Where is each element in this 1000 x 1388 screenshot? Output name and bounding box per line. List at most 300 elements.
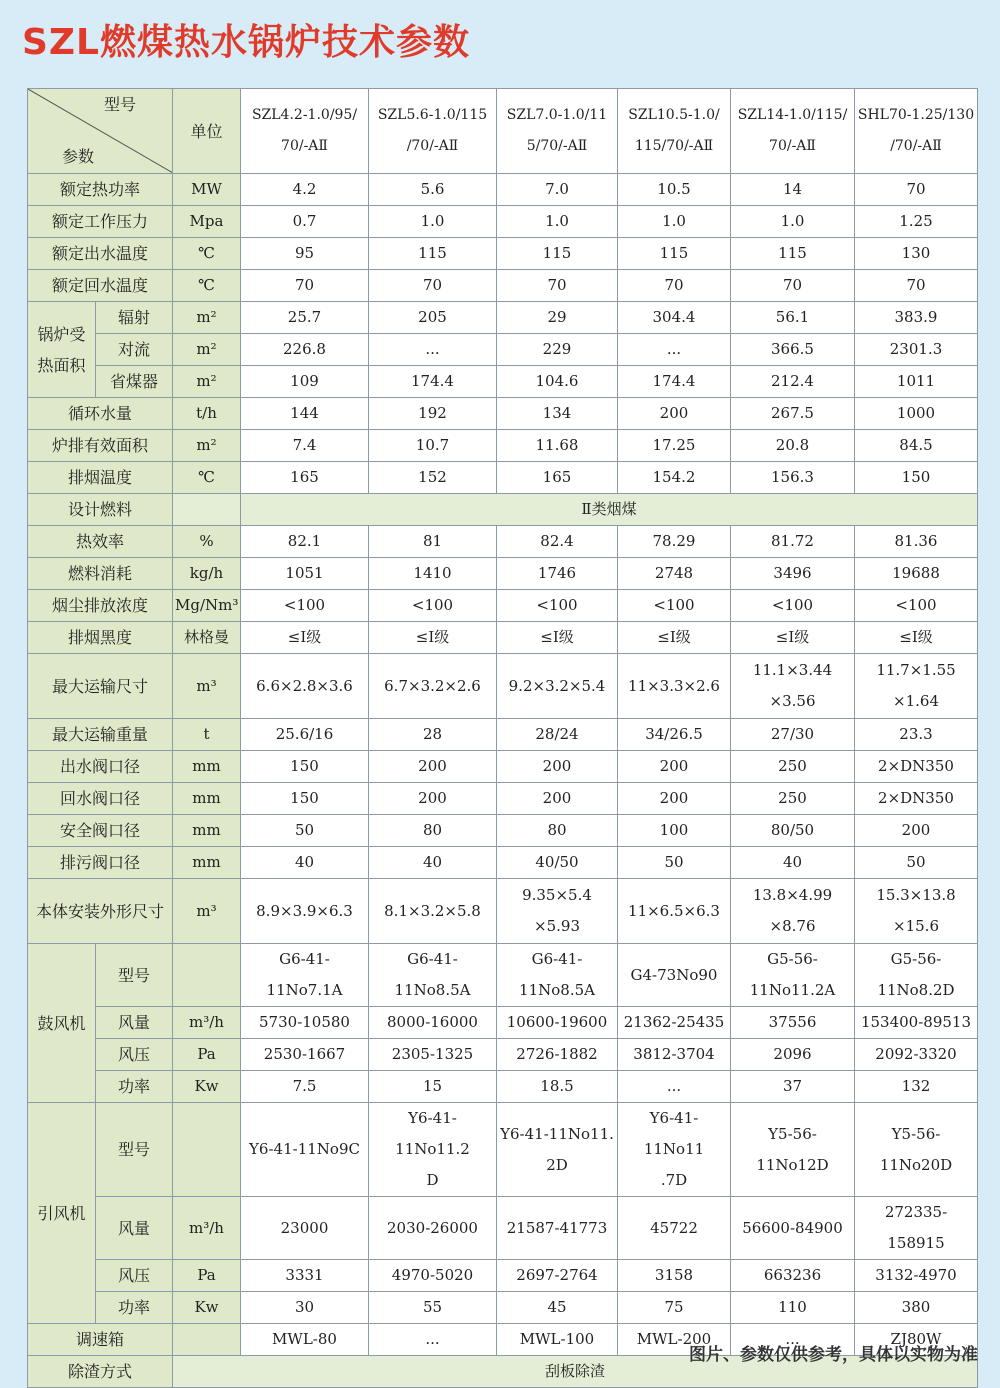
- value-cell: [618, 654, 731, 719]
- table-row: [28, 719, 978, 751]
- value-cell: 2697-2764: [497, 1260, 618, 1292]
- value-cell: 115: [618, 238, 731, 270]
- value-cell: ≤Ⅰ级: [855, 622, 978, 654]
- value-cell: 200: [618, 398, 731, 430]
- value-cell: 3496: [731, 558, 855, 590]
- unit-cell: m³: [173, 654, 241, 719]
- value-cell: G4-73No90: [618, 944, 731, 1007]
- value-cell: 1.0: [497, 206, 618, 238]
- value-cell: [241, 1103, 369, 1197]
- value-cell: 70: [618, 270, 731, 302]
- cell-line: Y5-56-11No20D: [879, 1124, 953, 1174]
- param-label: 热效率: [28, 526, 173, 558]
- unit-cell: Pa: [173, 1039, 241, 1071]
- cell-line: ×3.56: [769, 692, 816, 710]
- corner-header: [28, 89, 173, 174]
- value-cell: 25.6/16: [241, 719, 369, 751]
- value-cell: <100: [369, 590, 497, 622]
- cell-line: SHL70-1.25/130: [857, 107, 975, 123]
- table-row: [28, 398, 978, 430]
- param-label: 设计燃料: [28, 494, 173, 526]
- table-row: [28, 1071, 978, 1103]
- table-row: [28, 751, 978, 783]
- unit-cell: m²: [173, 302, 241, 334]
- cell-line: /70/-AⅡ: [890, 138, 942, 154]
- param-label: 烟尘排放浓度: [28, 590, 173, 622]
- cell-line: 70/-AⅡ: [769, 138, 816, 154]
- cell-line: 15.3×13.8: [876, 886, 956, 904]
- unit-cell: %: [173, 526, 241, 558]
- cell-line: 9.35×5.4: [522, 886, 592, 904]
- table-row: [28, 494, 978, 526]
- unit-cell: t/h: [173, 398, 241, 430]
- value-cell: [731, 1103, 855, 1197]
- value-cell: 40: [241, 847, 369, 879]
- value-cell: ≤Ⅰ级: [369, 622, 497, 654]
- value-cell: 11.68: [497, 430, 618, 462]
- unit-cell: mm: [173, 815, 241, 847]
- value-cell: 1.0: [731, 206, 855, 238]
- value-cell: MWL-80: [241, 1324, 369, 1356]
- value-cell: [241, 879, 369, 944]
- value-cell: <100: [731, 590, 855, 622]
- param-label: 排烟温度: [28, 462, 173, 494]
- table-row: [28, 1007, 978, 1039]
- value-cell: 81.36: [855, 526, 978, 558]
- value-cell: 3158: [618, 1260, 731, 1292]
- unit-cell: m²: [173, 366, 241, 398]
- param-label: 燃料消耗: [28, 558, 173, 590]
- value-cell: 7.4: [241, 430, 369, 462]
- group-label: 锅炉受热面积: [28, 302, 96, 398]
- value-cell: 80/50: [731, 815, 855, 847]
- table-row: [28, 462, 978, 494]
- value-cell: 8000-16000: [369, 1007, 497, 1039]
- value-cell: 50: [618, 847, 731, 879]
- param-label: 型号: [96, 1103, 173, 1197]
- value-cell: 17.25: [618, 430, 731, 462]
- value-cell: 14: [731, 174, 855, 206]
- param-label: 调速箱: [28, 1324, 173, 1356]
- value-cell: 40: [369, 847, 497, 879]
- table-row: [28, 783, 978, 815]
- value-cell: 205: [369, 302, 497, 334]
- table-row: [28, 944, 978, 1007]
- value-cell: 30: [241, 1292, 369, 1324]
- value-cell: 25.7: [241, 302, 369, 334]
- table-row: [28, 334, 978, 366]
- value-cell: 81.72: [731, 526, 855, 558]
- value-cell: 50: [241, 815, 369, 847]
- model-header: [855, 89, 978, 174]
- value-cell: 134: [497, 398, 618, 430]
- value-cell: G6-41-11No7.1A: [241, 944, 369, 1007]
- value-cell: 50: [855, 847, 978, 879]
- value-cell: 2030-26000: [369, 1197, 497, 1260]
- cell-line: 8.1×3.2×5.8: [384, 901, 481, 920]
- value-cell: 383.9: [855, 302, 978, 334]
- value-cell: 272335-158915: [855, 1197, 978, 1260]
- unit-cell: mm: [173, 751, 241, 783]
- unit-cell: ℃: [173, 462, 241, 494]
- value-cell: 2×DN350: [855, 783, 978, 815]
- value-cell: 45: [497, 1292, 618, 1324]
- table-row: [28, 526, 978, 558]
- value-cell: 81: [369, 526, 497, 558]
- value-cell: 29: [497, 302, 618, 334]
- value-cell: 104.6: [497, 366, 618, 398]
- model-header: [369, 89, 497, 174]
- table-row: [28, 847, 978, 879]
- param-label: 辐射: [96, 302, 173, 334]
- unit-cell: Kw: [173, 1292, 241, 1324]
- value-cell: 70: [241, 270, 369, 302]
- value-cell: 56.1: [731, 302, 855, 334]
- unit-cell: Pa: [173, 1260, 241, 1292]
- unit-cell: [173, 1103, 241, 1197]
- value-cell: 1746: [497, 558, 618, 590]
- value-cell: 200: [369, 751, 497, 783]
- value-cell: 1.0: [618, 206, 731, 238]
- value-cell: ...: [618, 1071, 731, 1103]
- param-label: 型号: [96, 944, 173, 1007]
- value-cell: ...: [369, 1324, 497, 1356]
- value-cell: 56600-84900: [731, 1197, 855, 1260]
- value-cell: 10.7: [369, 430, 497, 462]
- value-cell: 23000: [241, 1197, 369, 1260]
- unit-cell: mm: [173, 847, 241, 879]
- value-cell: 1410: [369, 558, 497, 590]
- value-cell: 2301.3: [855, 334, 978, 366]
- table-row: [28, 238, 978, 270]
- param-label: 除渣方式: [28, 1356, 173, 1388]
- value-cell: 15: [369, 1071, 497, 1103]
- value-cell: 70: [497, 270, 618, 302]
- value-cell: 40: [731, 847, 855, 879]
- value-cell: 7.0: [497, 174, 618, 206]
- value-cell: 174.4: [618, 366, 731, 398]
- value-cell: 200: [369, 783, 497, 815]
- table-row: [28, 815, 978, 847]
- cell-line: 9.2×3.2×5.4: [508, 676, 606, 695]
- disclaimer-note: 图片、参数仅供参考，具体以实物为准: [689, 1345, 978, 1365]
- value-cell: 115: [369, 238, 497, 270]
- value-cell: 154.2: [618, 462, 731, 494]
- cell-line: .7D: [660, 1171, 688, 1189]
- unit-cell: mm: [173, 783, 241, 815]
- value-cell: 226.8: [241, 334, 369, 366]
- value-cell: 115: [497, 238, 618, 270]
- value-cell: 2530-1667: [241, 1039, 369, 1071]
- unit-cell: t: [173, 719, 241, 751]
- param-label: 风量: [96, 1197, 173, 1260]
- table-row: [28, 89, 978, 174]
- value-cell: 132: [855, 1071, 978, 1103]
- value-cell: 28/24: [497, 719, 618, 751]
- value-cell: 2305-1325: [369, 1039, 497, 1071]
- value-cell: 130: [855, 238, 978, 270]
- param-label: 风压: [96, 1260, 173, 1292]
- value-cell: 18.5: [497, 1071, 618, 1103]
- value-cell: [731, 879, 855, 944]
- spec-table: [27, 88, 978, 1388]
- param-label: 功率: [96, 1292, 173, 1324]
- value-cell: 366.5: [731, 334, 855, 366]
- unit-cell: m³/h: [173, 1007, 241, 1039]
- unit-cell: m²: [173, 334, 241, 366]
- value-cell: 200: [855, 815, 978, 847]
- param-label: 额定回水温度: [28, 270, 173, 302]
- unit-cell: ℃: [173, 238, 241, 270]
- unit-cell: MW: [173, 174, 241, 206]
- value-cell: 3812-3704: [618, 1039, 731, 1071]
- table-row: [28, 590, 978, 622]
- value-cell: 10.5: [618, 174, 731, 206]
- unit-cell: m²: [173, 430, 241, 462]
- cell-line: 8.9×3.9×6.3: [256, 901, 353, 920]
- value-cell: <100: [618, 590, 731, 622]
- cell-line: SZL7.0-1.0/11: [506, 107, 608, 123]
- table-row: [28, 1103, 978, 1197]
- value-cell: 156.3: [731, 462, 855, 494]
- value-cell: ...: [731, 1324, 855, 1356]
- param-label: 最大运输尺寸: [28, 654, 173, 719]
- cell-line: 5/70/-AⅡ: [526, 138, 588, 154]
- value-cell: 55: [369, 1292, 497, 1324]
- param-label: 循环水量: [28, 398, 173, 430]
- table-row: [28, 1260, 978, 1292]
- value-cell: 95: [241, 238, 369, 270]
- value-cell: [731, 654, 855, 719]
- cell-line: 11×3.3×2.6: [628, 676, 720, 695]
- value-cell: 192: [369, 398, 497, 430]
- corner-model-label: 型号: [103, 95, 136, 114]
- cell-line: 11.7×1.55: [876, 661, 956, 679]
- value-cell: 1000: [855, 398, 978, 430]
- group-label: 引风机: [28, 1103, 96, 1324]
- value-cell: 3331: [241, 1260, 369, 1292]
- cell-line: ×1.64: [893, 692, 939, 710]
- unit-cell: Kw: [173, 1071, 241, 1103]
- value-cell: [855, 879, 978, 944]
- value-cell: [369, 879, 497, 944]
- diagonal-line: [28, 89, 173, 173]
- value-cell: 70: [369, 270, 497, 302]
- value-cell: 5730-10580: [241, 1007, 369, 1039]
- value-cell: ...: [369, 334, 497, 366]
- model-header: [241, 89, 369, 174]
- cell-line: SZL4.2-1.0/95/: [251, 107, 358, 123]
- value-cell: 150: [241, 783, 369, 815]
- value-cell: 75: [618, 1292, 731, 1324]
- value-cell: [855, 654, 978, 719]
- value-cell: 304.4: [618, 302, 731, 334]
- cell-line: SZL14-1.0/115/: [737, 107, 848, 123]
- value-cell: [369, 654, 497, 719]
- value-cell: 84.5: [855, 430, 978, 462]
- value-cell: 174.4: [369, 366, 497, 398]
- cell-line: /70/-AⅡ: [406, 138, 459, 154]
- corner-param-label: 参数: [62, 147, 95, 166]
- value-cell: 200: [497, 751, 618, 783]
- value-cell: 152: [369, 462, 497, 494]
- value-cell: MWL-100: [497, 1324, 618, 1356]
- value-cell: 37556: [731, 1007, 855, 1039]
- table-row: [28, 206, 978, 238]
- value-cell: 23.3: [855, 719, 978, 751]
- model-header: [618, 89, 731, 174]
- param-label: 排烟黑度: [28, 622, 173, 654]
- param-label: 排污阀口径: [28, 847, 173, 879]
- value-cell: 1011: [855, 366, 978, 398]
- cell-line: ×8.76: [769, 917, 816, 935]
- value-cell: 250: [731, 783, 855, 815]
- value-cell: 2092-3320: [855, 1039, 978, 1071]
- cell-line: 11.1×3.44: [752, 661, 833, 679]
- cell-line: Y6-41-11No11.: [500, 1124, 614, 1143]
- value-cell: [855, 1103, 978, 1197]
- table-row: [28, 1039, 978, 1071]
- slag-value: 刮板除渣: [173, 1356, 978, 1388]
- value-cell: 150: [241, 751, 369, 783]
- cell-line: 6.7×3.2×2.6: [384, 676, 481, 695]
- table-row: [28, 1197, 978, 1260]
- unit-cell: Mg/Nm³: [173, 590, 241, 622]
- value-cell: 5.6: [369, 174, 497, 206]
- value-cell: 267.5: [731, 398, 855, 430]
- value-cell: 70: [855, 174, 978, 206]
- model-header: [497, 89, 618, 174]
- value-cell: G5-56-11No8.2D: [855, 944, 978, 1007]
- value-cell: ...: [618, 334, 731, 366]
- value-cell: 165: [497, 462, 618, 494]
- value-cell: 200: [618, 783, 731, 815]
- value-cell: 153400-89513: [855, 1007, 978, 1039]
- value-cell: G6-41-11No8.5A: [497, 944, 618, 1007]
- value-cell: 4970-5020: [369, 1260, 497, 1292]
- table-row: [28, 302, 978, 334]
- value-cell: 229: [497, 334, 618, 366]
- cell-line: 70/-AⅡ: [281, 138, 328, 154]
- cell-line: ×15.6: [893, 917, 939, 935]
- unit-header: 单位: [173, 89, 241, 174]
- value-cell: <100: [241, 590, 369, 622]
- value-cell: ≤Ⅰ级: [731, 622, 855, 654]
- unit-cell: [173, 944, 241, 1007]
- fuel-value: Ⅱ类烟煤: [241, 494, 978, 526]
- cell-line: SZL10.5-1.0/: [628, 107, 720, 123]
- group-label: 鼓风机: [28, 944, 96, 1103]
- value-cell: ZJ80W: [855, 1324, 978, 1356]
- cell-line: 115/70/-AⅡ: [634, 138, 714, 154]
- value-cell: 1051: [241, 558, 369, 590]
- value-cell: <100: [855, 590, 978, 622]
- value-cell: 34/26.5: [618, 719, 731, 751]
- param-label: 功率: [96, 1071, 173, 1103]
- unit-cell: [173, 1324, 241, 1356]
- table-row: [28, 558, 978, 590]
- cell-line: ×5.93: [534, 917, 580, 935]
- value-cell: 150: [855, 462, 978, 494]
- unit-cell: Mpa: [173, 206, 241, 238]
- table-row: [28, 366, 978, 398]
- value-cell: 250: [731, 751, 855, 783]
- unit-cell: m³/h: [173, 1197, 241, 1260]
- param-label: 额定热功率: [28, 174, 173, 206]
- value-cell: 115: [731, 238, 855, 270]
- table-row: [28, 1292, 978, 1324]
- param-label: 风量: [96, 1007, 173, 1039]
- value-cell: [618, 879, 731, 944]
- value-cell: 82.4: [497, 526, 618, 558]
- value-cell: 110: [731, 1292, 855, 1324]
- value-cell: 80: [497, 815, 618, 847]
- value-cell: 40/50: [497, 847, 618, 879]
- value-cell: 45722: [618, 1197, 731, 1260]
- value-cell: MWL-200: [618, 1324, 731, 1356]
- table-row: [28, 430, 978, 462]
- value-cell: [497, 879, 618, 944]
- value-cell: [497, 1103, 618, 1197]
- value-cell: 212.4: [731, 366, 855, 398]
- param-label: 风压: [96, 1039, 173, 1071]
- value-cell: <100: [497, 590, 618, 622]
- value-cell: 2726-1882: [497, 1039, 618, 1071]
- value-cell: 21587-41773: [497, 1197, 618, 1260]
- value-cell: 663236: [731, 1260, 855, 1292]
- value-cell: 2×DN350: [855, 751, 978, 783]
- value-cell: 200: [618, 751, 731, 783]
- cell-line: 6.6×2.8×3.6: [256, 676, 353, 695]
- value-cell: [241, 654, 369, 719]
- value-cell: 80: [369, 815, 497, 847]
- page-title: SZL燃煤热水锅炉技术参数: [22, 22, 470, 63]
- param-label: 安全阀口径: [28, 815, 173, 847]
- value-cell: [369, 1103, 497, 1197]
- cell-line: Y6-41-11No11: [643, 1109, 705, 1158]
- cell-line: Y6-41-11No11.2: [395, 1109, 470, 1158]
- param-label: 出水阀口径: [28, 751, 173, 783]
- cell-line: D: [426, 1171, 439, 1189]
- table-row: [28, 654, 978, 719]
- cell-line: SZL5.6-1.0/115: [377, 107, 488, 123]
- cell-line: 13.8×4.99: [752, 886, 833, 904]
- table-row: [28, 622, 978, 654]
- cell-line: Y6-41-11No9C: [249, 1140, 360, 1158]
- value-cell: [618, 1103, 731, 1197]
- value-cell: 2096: [731, 1039, 855, 1071]
- param-label: 额定工作压力: [28, 206, 173, 238]
- value-cell: 27/30: [731, 719, 855, 751]
- value-cell: 144: [241, 398, 369, 430]
- param-label: 本体安装外形尺寸: [28, 879, 173, 944]
- unit-cell: ℃: [173, 270, 241, 302]
- value-cell: 4.2: [241, 174, 369, 206]
- value-cell: 109: [241, 366, 369, 398]
- value-cell: 70: [855, 270, 978, 302]
- value-cell: 70: [731, 270, 855, 302]
- value-cell: 37: [731, 1071, 855, 1103]
- value-cell: G5-56-11No11.2A: [731, 944, 855, 1007]
- table-row: [28, 174, 978, 206]
- cell-line: 11×6.5×6.3: [628, 901, 720, 920]
- value-cell: 200: [497, 783, 618, 815]
- param-label: 炉排有效面积: [28, 430, 173, 462]
- unit-cell: m³: [173, 879, 241, 944]
- value-cell: 380: [855, 1292, 978, 1324]
- value-cell: 20.8: [731, 430, 855, 462]
- table-row: [28, 270, 978, 302]
